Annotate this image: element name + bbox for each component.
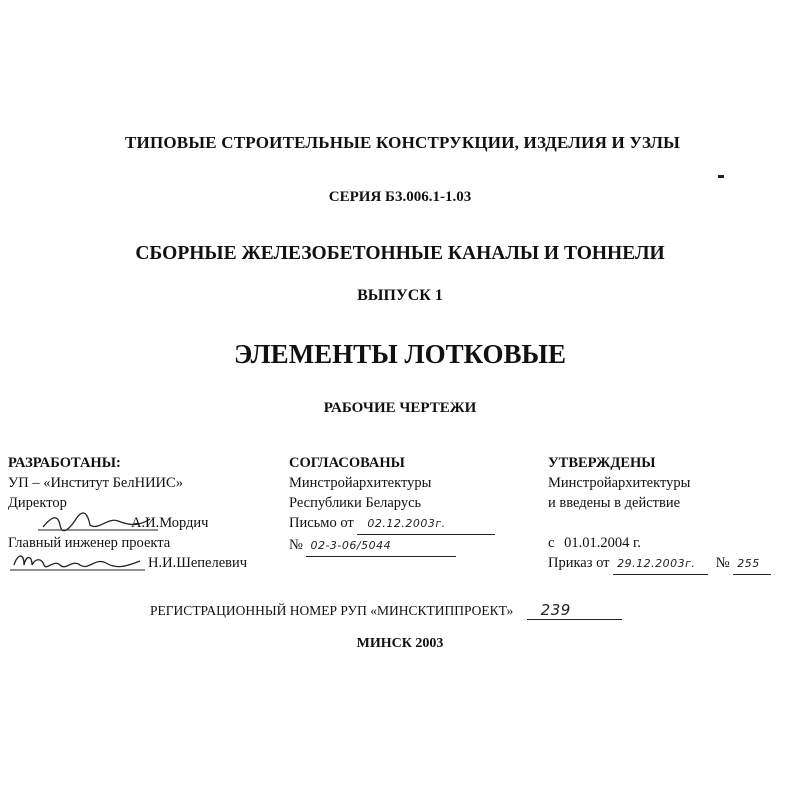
- series-subject: СБОРНЫЕ ЖЕЛЕЗОБЕТОННЫЕ КАНАЛЫ И ТОННЕЛИ: [135, 243, 665, 264]
- agreed-block: [289, 453, 539, 557]
- letter-number: 02-3-06/5044: [306, 536, 456, 557]
- agreed-number-row: [289, 535, 539, 557]
- chief-engineer-name: Н.И.Шепелевич: [148, 555, 248, 571]
- chief-engineer-role: Главный инженер проекта: [8, 535, 171, 551]
- city-year: МИНСК 2003: [356, 636, 444, 651]
- document-subtitle: РАБОЧИЕ ЧЕРТЕЖИ: [323, 400, 477, 416]
- developer-organization: УП – «Институт БелНИИС»: [8, 475, 183, 491]
- from-label: с: [548, 535, 555, 551]
- registration-number: 239: [527, 601, 622, 620]
- approved-from-row: [548, 533, 798, 553]
- agreed-republic: Республики Беларусь: [289, 495, 422, 511]
- issue-number: ВЫПУСК 1: [357, 287, 443, 304]
- letter-label: Письмо от: [289, 515, 354, 531]
- approved-heading: УТВЕРЖДЕНЫ: [548, 455, 656, 471]
- series-general-title: ТИПОВЫЕ СТРОИТЕЛЬНЫЕ КОНСТРУКЦИИ, ИЗДЕЛИЯ И УЗЛЫ: [125, 133, 681, 152]
- approved-blank-line: [548, 513, 798, 533]
- approved-enacted: и введены в действие: [548, 495, 681, 511]
- order-number-label: №: [715, 555, 730, 571]
- agreed-heading: СОГЛАСОВАНЫ: [289, 455, 405, 471]
- order-label: Приказ от: [548, 555, 610, 571]
- order-number: 255: [733, 554, 771, 575]
- agreed-ministry: Минстройархитектуры: [289, 475, 432, 491]
- approved-block: [548, 453, 798, 575]
- chief-engineer-signature: [10, 551, 145, 573]
- developed-block: [8, 453, 278, 573]
- registration-label: РЕГИСТРАЦИОННЫЙ НОМЕР РУП «МИНСКТИППРОЕКТ»: [150, 603, 514, 618]
- developed-heading: РАЗРАБОТАНЫ:: [8, 455, 121, 471]
- registration-row: [150, 601, 622, 620]
- number-label: №: [289, 537, 303, 553]
- order-row: [548, 553, 798, 575]
- order-date: 29.12.2003г.: [613, 554, 708, 575]
- from-date: 01.01.2004 г.: [564, 535, 641, 551]
- scan-speck: [718, 175, 724, 178]
- document-title: ЭЛЕМЕНТЫ ЛОТКОВЫЕ: [233, 339, 567, 369]
- approved-ministry: Минстройархитектуры: [548, 475, 691, 491]
- agreed-letter-row: [289, 513, 539, 535]
- director-role: Директор: [8, 495, 67, 511]
- chief-engineer-signature-row: [8, 553, 278, 573]
- director-signature-row: [8, 513, 278, 533]
- letter-date: 02.12.2003г.: [357, 514, 495, 535]
- director-name: А.И.Мордич: [131, 515, 209, 531]
- series-number: СЕРИЯ Б3.006.1-1.03: [328, 189, 472, 205]
